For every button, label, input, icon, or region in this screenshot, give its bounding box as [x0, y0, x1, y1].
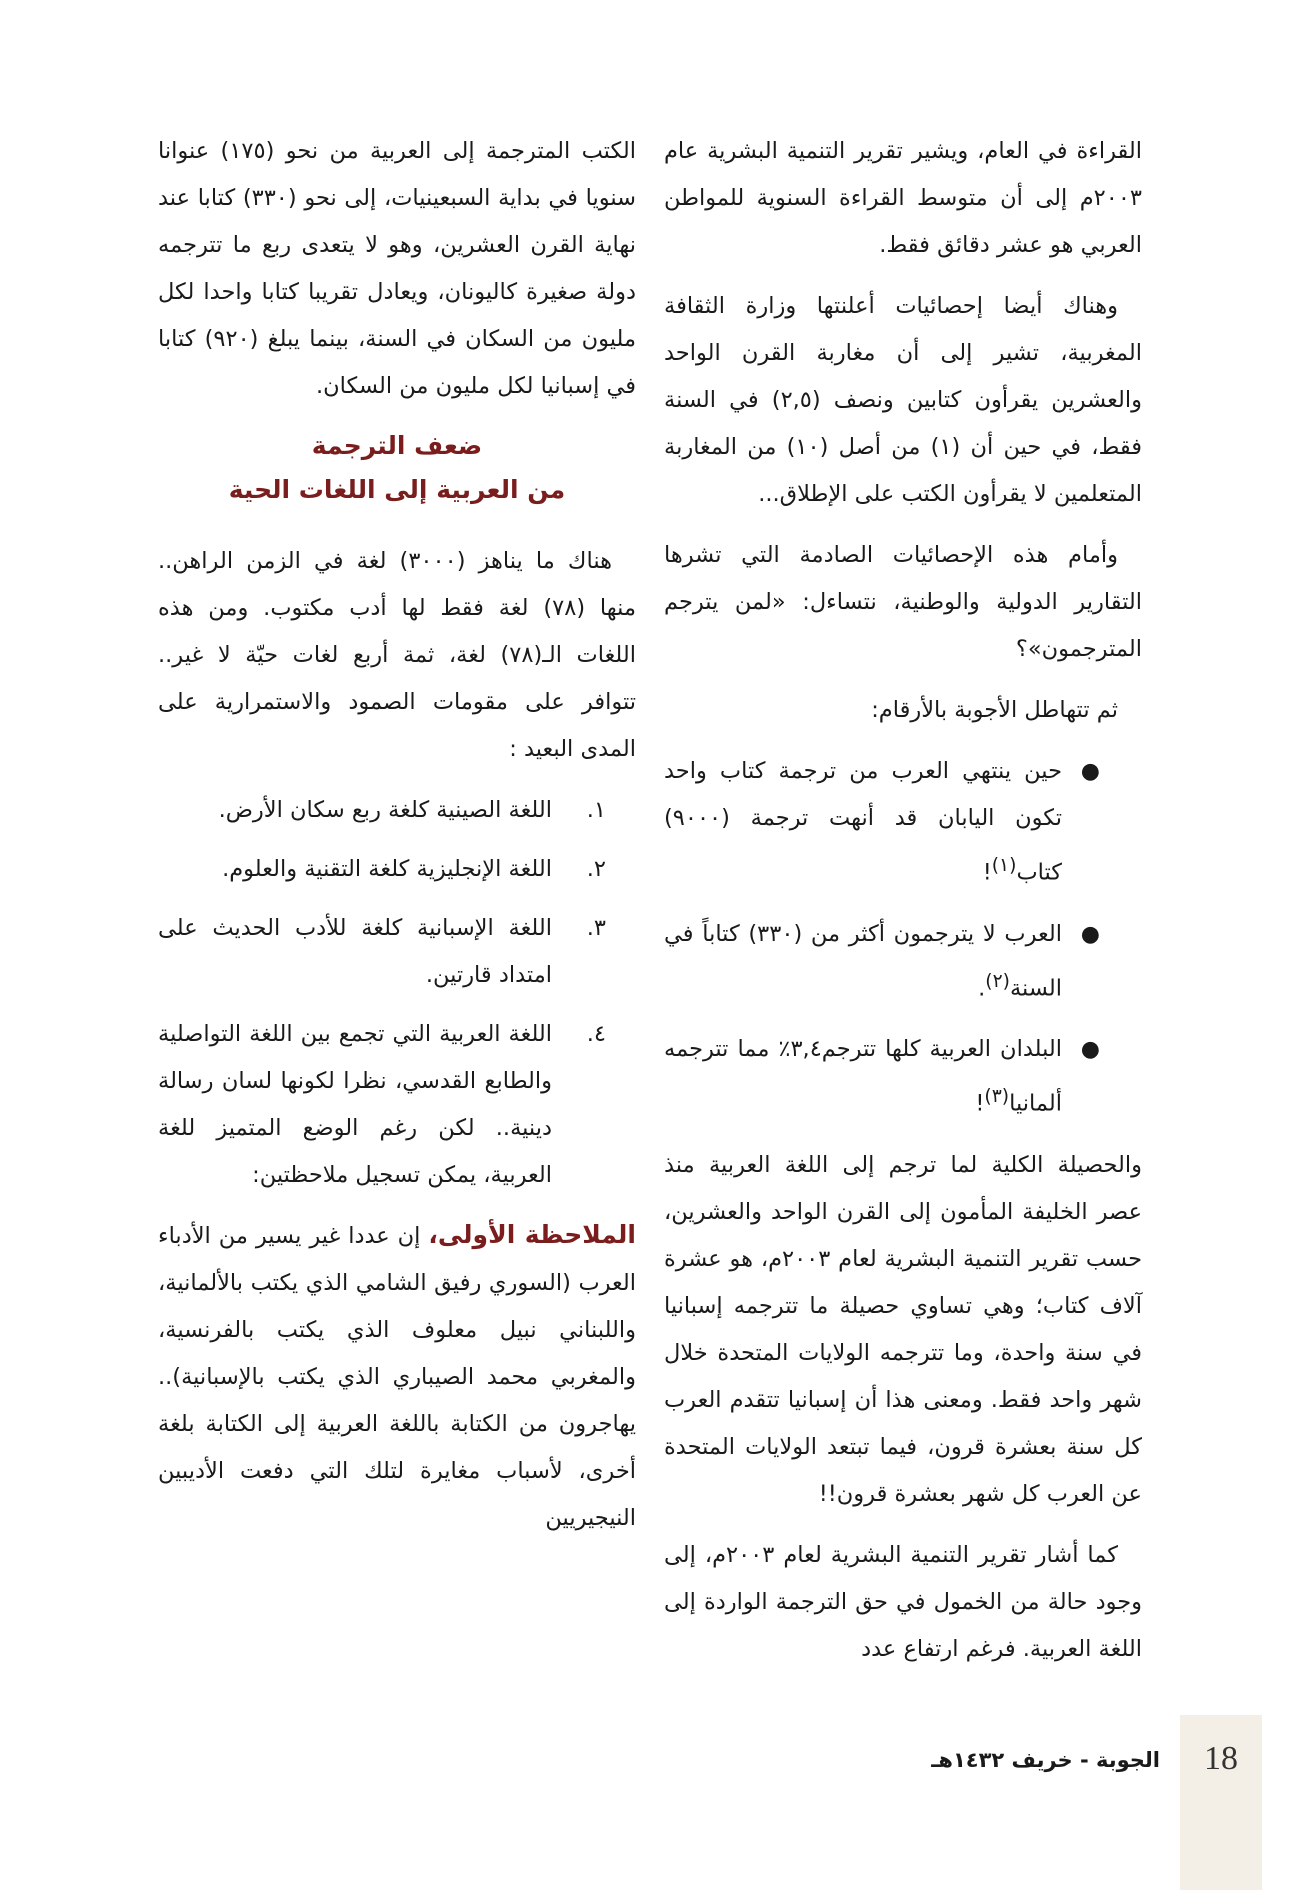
section-heading [158, 424, 636, 512]
footnote-ref: (٢) [985, 970, 1010, 992]
paragraph: والحصيلة الكلية لما ترجم إلى اللغة العربية منذ عصر الخليفة المأمون إلى القرن الواحد والعشرين، حسب تقرير التنمية البشرية لعام ٢٠٠٣م، هو عشرة آلاف كتاب؛ وهي تساوي حصيلة ما تترجمه إسبانيا في سنة واحدة، وما تترجمه الولايات المتحدة خلال شهر واحد فقط. ومعنى هذا أن إسبانيا تتقدم العرب كل سنة بعشرة قرون، فيما تبتعد الولايات المتحدة عن العرب كل شهر بعشرة قرون!! [664, 1151, 1142, 1507]
bullet-icon: ● [1080, 1037, 1100, 1062]
heading-line: من العربية إلى اللغات الحية [228, 475, 566, 504]
list-text: اللغة الإنجليزية كلغة التقنية والعلوم. [222, 856, 552, 882]
bullet-icon: ● [1080, 921, 1100, 947]
list-item [158, 846, 636, 893]
heading-line: ضعف الترجمة [311, 431, 483, 460]
paragraph: ثم تتهاطل الأجوبة بالأرقام: [871, 697, 1118, 723]
paragraph: القراءة في العام، ويشير تقرير التنمية البشرية عام ٢٠٠٣م إلى أن متوسط القراءة السنوية للمواطن العربي هو عشر دقائق فقط. [664, 138, 1142, 258]
left-column [158, 128, 636, 1556]
paragraph-text: وأمام هذه الإحصائيات الصادمة التي تشرها التقارير الدولية والوطنية، نتساءل: [664, 542, 1142, 615]
question-text: «لمن يترجم المترجمون»؟ [664, 589, 1142, 662]
list-item [664, 748, 1142, 897]
bullet-end: ! [975, 1090, 985, 1117]
list-item [158, 905, 636, 999]
list-text: اللغة العربية التي تجمع بين اللغة التواصلية والطابع القدسي، نظرا لكونها لسان رسالة دينية.. لكن رغم الوضع المتميز للغة العربية، يمكن تسجيل ملاحظتين: [158, 1021, 552, 1188]
note-label: الملاحظة الأولى، [428, 1220, 636, 1249]
list-item [158, 787, 636, 834]
paragraph: الكتب المترجمة إلى العربية من نحو (١٧٥) عنوانا سنويا في بداية السبعينيات، إلى نحو (٣٣٠) كتابا عند نهاية القرن العشرين، وهو لا يتعدى ربع ما تترجمه دولة صغيرة كاليونان، ويعادل تقريبا كتابا واحدا لكل مليون من السكان في السنة، بينما يبلغ (٩٢٠) كتابا في إسبانيا لكل مليون من السكان. [158, 138, 637, 399]
list-item [664, 911, 1142, 1013]
list-text: اللغة الصينية كلغة ربع سكان الأرض. [218, 797, 552, 823]
note-text: إن عددا غير يسير من الأدباء العرب (السوري رفيق الشامي الذي يكتب بالألمانية، واللبناني نبيل معلوف الذي يكتب بالفرنسية، والمغربي محمد الصيباري الذي يكتب بالإسبانية).. يهاجرون من الكتابة باللغة العربية إلى الكتابة بلغة أخرى، لأسباب مغايرة لتلك التي دفعت الأديبين النيجيريين [158, 1223, 636, 1531]
list-number: ١. [586, 797, 606, 823]
footnote-ref: (١) [991, 855, 1017, 876]
right-column [664, 128, 1142, 1687]
bullet-icon: ● [1080, 759, 1100, 784]
list-text: اللغة الإسبانية كلغة للأدب الحديث على امتداد قارتين. [158, 915, 552, 988]
list-item [664, 1026, 1142, 1128]
list-number: ٢. [586, 856, 606, 882]
bullet-text: حين ينتهي العرب من ترجمة كتاب واحد تكون اليابان قد أنهت ترجمة (٩٠٠٠) كتاب [664, 758, 1062, 886]
paragraph [664, 532, 1142, 673]
issue-label: الجوبة - خريف ١٤٣٢هـ [931, 1748, 1160, 1772]
list-number: ٣. [586, 915, 606, 941]
bullet-text: البلدان العربية كلها تترجم٣,٤٪ مما تترجمه ألمانيا [664, 1036, 1062, 1117]
page-number: 18 [1204, 1740, 1238, 1777]
paragraph: كما أشار تقرير التنمية البشرية لعام ٢٠٠٣م، إلى وجود حالة من الخمول في حق الترجمة الواردة إلى اللغة العربية. فرغم ارتفاع عدد [664, 1541, 1142, 1662]
paragraph: وهناك أيضا إحصائيات أعلنتها وزارة الثقافة المغربية، تشير إلى أن مغاربة القرن الواحد والعشرين يقرأون كتابين ونصف (٢,٥) في السنة فقط، في حين أن (١) من أصل (١٠) من المغاربة المتعلمين لا يقرأون الكتب على الإطلاق... [664, 293, 1143, 507]
bullet-list [664, 748, 1142, 1128]
bullet-text: العرب لا يترجمون أكثر من (٣٣٠) كتاباً في السنة [664, 920, 1062, 1001]
numbered-list [158, 787, 636, 1199]
bullet-end: . [978, 975, 986, 1001]
bullet-end: ! [982, 859, 992, 886]
paragraph [158, 1211, 636, 1542]
list-number: ٤. [586, 1021, 606, 1047]
list-item [158, 1011, 636, 1199]
paragraph: هناك ما يناهز (٣٠٠٠) لغة في الزمن الراهن.. منها (٧٨) لغة فقط لها أدب مكتوب. ومن هذه اللغات الـ(٧٨) لغة، ثمة أربع لغات حيّة لا غير.. تتوافر على مقومات الصمود والاستمرارية على المدى البعيد : [158, 548, 636, 762]
footnote-ref: (٣) [984, 1086, 1010, 1107]
